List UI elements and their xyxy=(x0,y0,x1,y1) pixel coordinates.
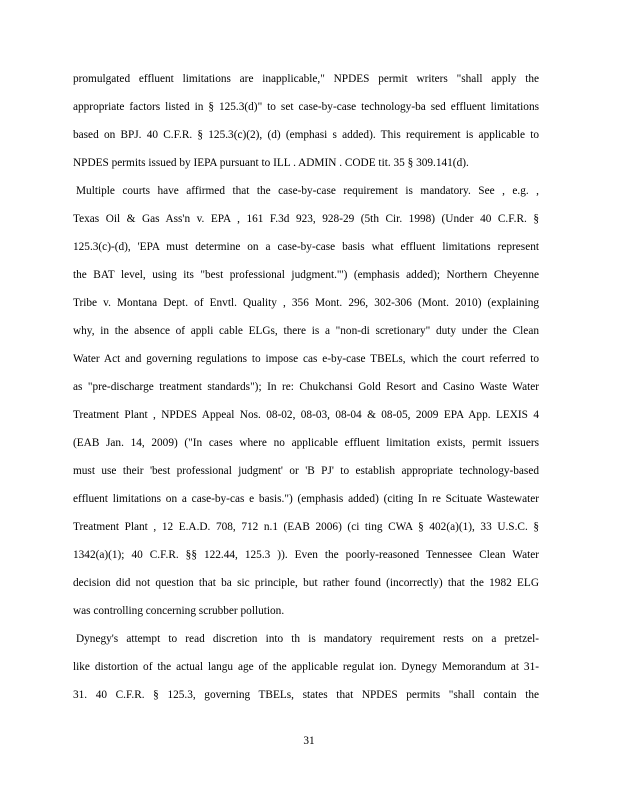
text-line: Multiple courts have affirmed that the case-by-case requirement is mandatory. See , e.g. , xyxy=(76,185,539,197)
text-line: Water Act and governing regulations to impose cas e-by-case TBELs, which the court referred to xyxy=(73,353,539,365)
text-line: 125.3(c)-(d), 'EPA must determine on a case-by-case basis what effluent limitations represent xyxy=(73,241,539,253)
text-line: was controlling concerning scrubber pollution. xyxy=(73,605,285,617)
text-line: promulgated effluent limitations are inapplicable," NPDES permit writers "shall apply the xyxy=(73,73,539,85)
text-line: Texas Oil & Gas Ass'n v. EPA , 161 F.3d 923, 928-29 (5th Cir. 1998) (Under 40 C.F.R. § xyxy=(73,213,539,225)
text-line: Tribe v. Montana Dept. of Envtl. Quality , 356 Mont. 296, 302-306 (Mont. 2010) (explaining xyxy=(73,297,539,309)
text-line: based on BPJ. 40 C.F.R. § 125.3(c)(2), (d) (emphasi s added). This requirement is applicable to xyxy=(73,129,539,141)
page-number: 31 xyxy=(303,735,315,747)
text-line: like distortion of the actual langu age of the applicable regulat ion. Dynegy Memorandum at 31- xyxy=(73,661,539,673)
text-line: Treatment Plant , 12 E.A.D. 708, 712 n.1 (EAB 2006) (ci ting CWA § 402(a)(1), 33 U.S.C. § xyxy=(73,521,539,533)
text-line: appropriate factors listed in § 125.3(d)" to set case-by-case technology-ba sed effluent limitations xyxy=(73,101,539,113)
text-line: as "pre-discharge treatment standards"); In re: Chukchansi Gold Resort and Casino Waste Water xyxy=(73,381,539,393)
text-line: NPDES permits issued by IEPA pursuant to ILL . ADMIN . CODE tit. 35 § 309.141(d). xyxy=(73,157,469,169)
text-line: the BAT level, using its "best professional judgment."') (emphasis added); Northern Cheyenne xyxy=(73,269,539,281)
text-line: must use their 'best professional judgment' or 'B PJ' to establish appropriate technology-based xyxy=(73,465,539,477)
text-line: (EAB Jan. 14, 2009) ("In cases where no applicable effluent limitation exists, permit issuers xyxy=(73,437,539,449)
text-line: 31. 40 C.F.R. § 125.3, governing TBELs, states that NPDES permits "shall contain the xyxy=(73,689,539,701)
text-line: Treatment Plant , NPDES Appeal Nos. 08-02, 08-03, 08-04 & 08-05, 2009 EPA App. LEXIS 4 xyxy=(73,409,539,421)
text-line: Dynegy's attempt to read discretion into th is mandatory requirement rests on a pretzel- xyxy=(76,633,539,645)
text-line: decision did not question that ba sic principle, but rather found (incorrectly) that the 1982 ELG xyxy=(73,577,539,589)
text-line: 1342(a)(1); 40 C.F.R. §§ 122.44, 125.3 )). Even the poorly-reasoned Tennessee Clean Water xyxy=(73,549,539,561)
text-line: effluent limitations on a case-by-cas e basis.") (emphasis added) (citing In re Scituate Wastewater xyxy=(73,493,539,505)
text-line: why, in the absence of appli cable ELGs, there is a "non-di scretionary" duty under the Clean xyxy=(73,325,539,337)
